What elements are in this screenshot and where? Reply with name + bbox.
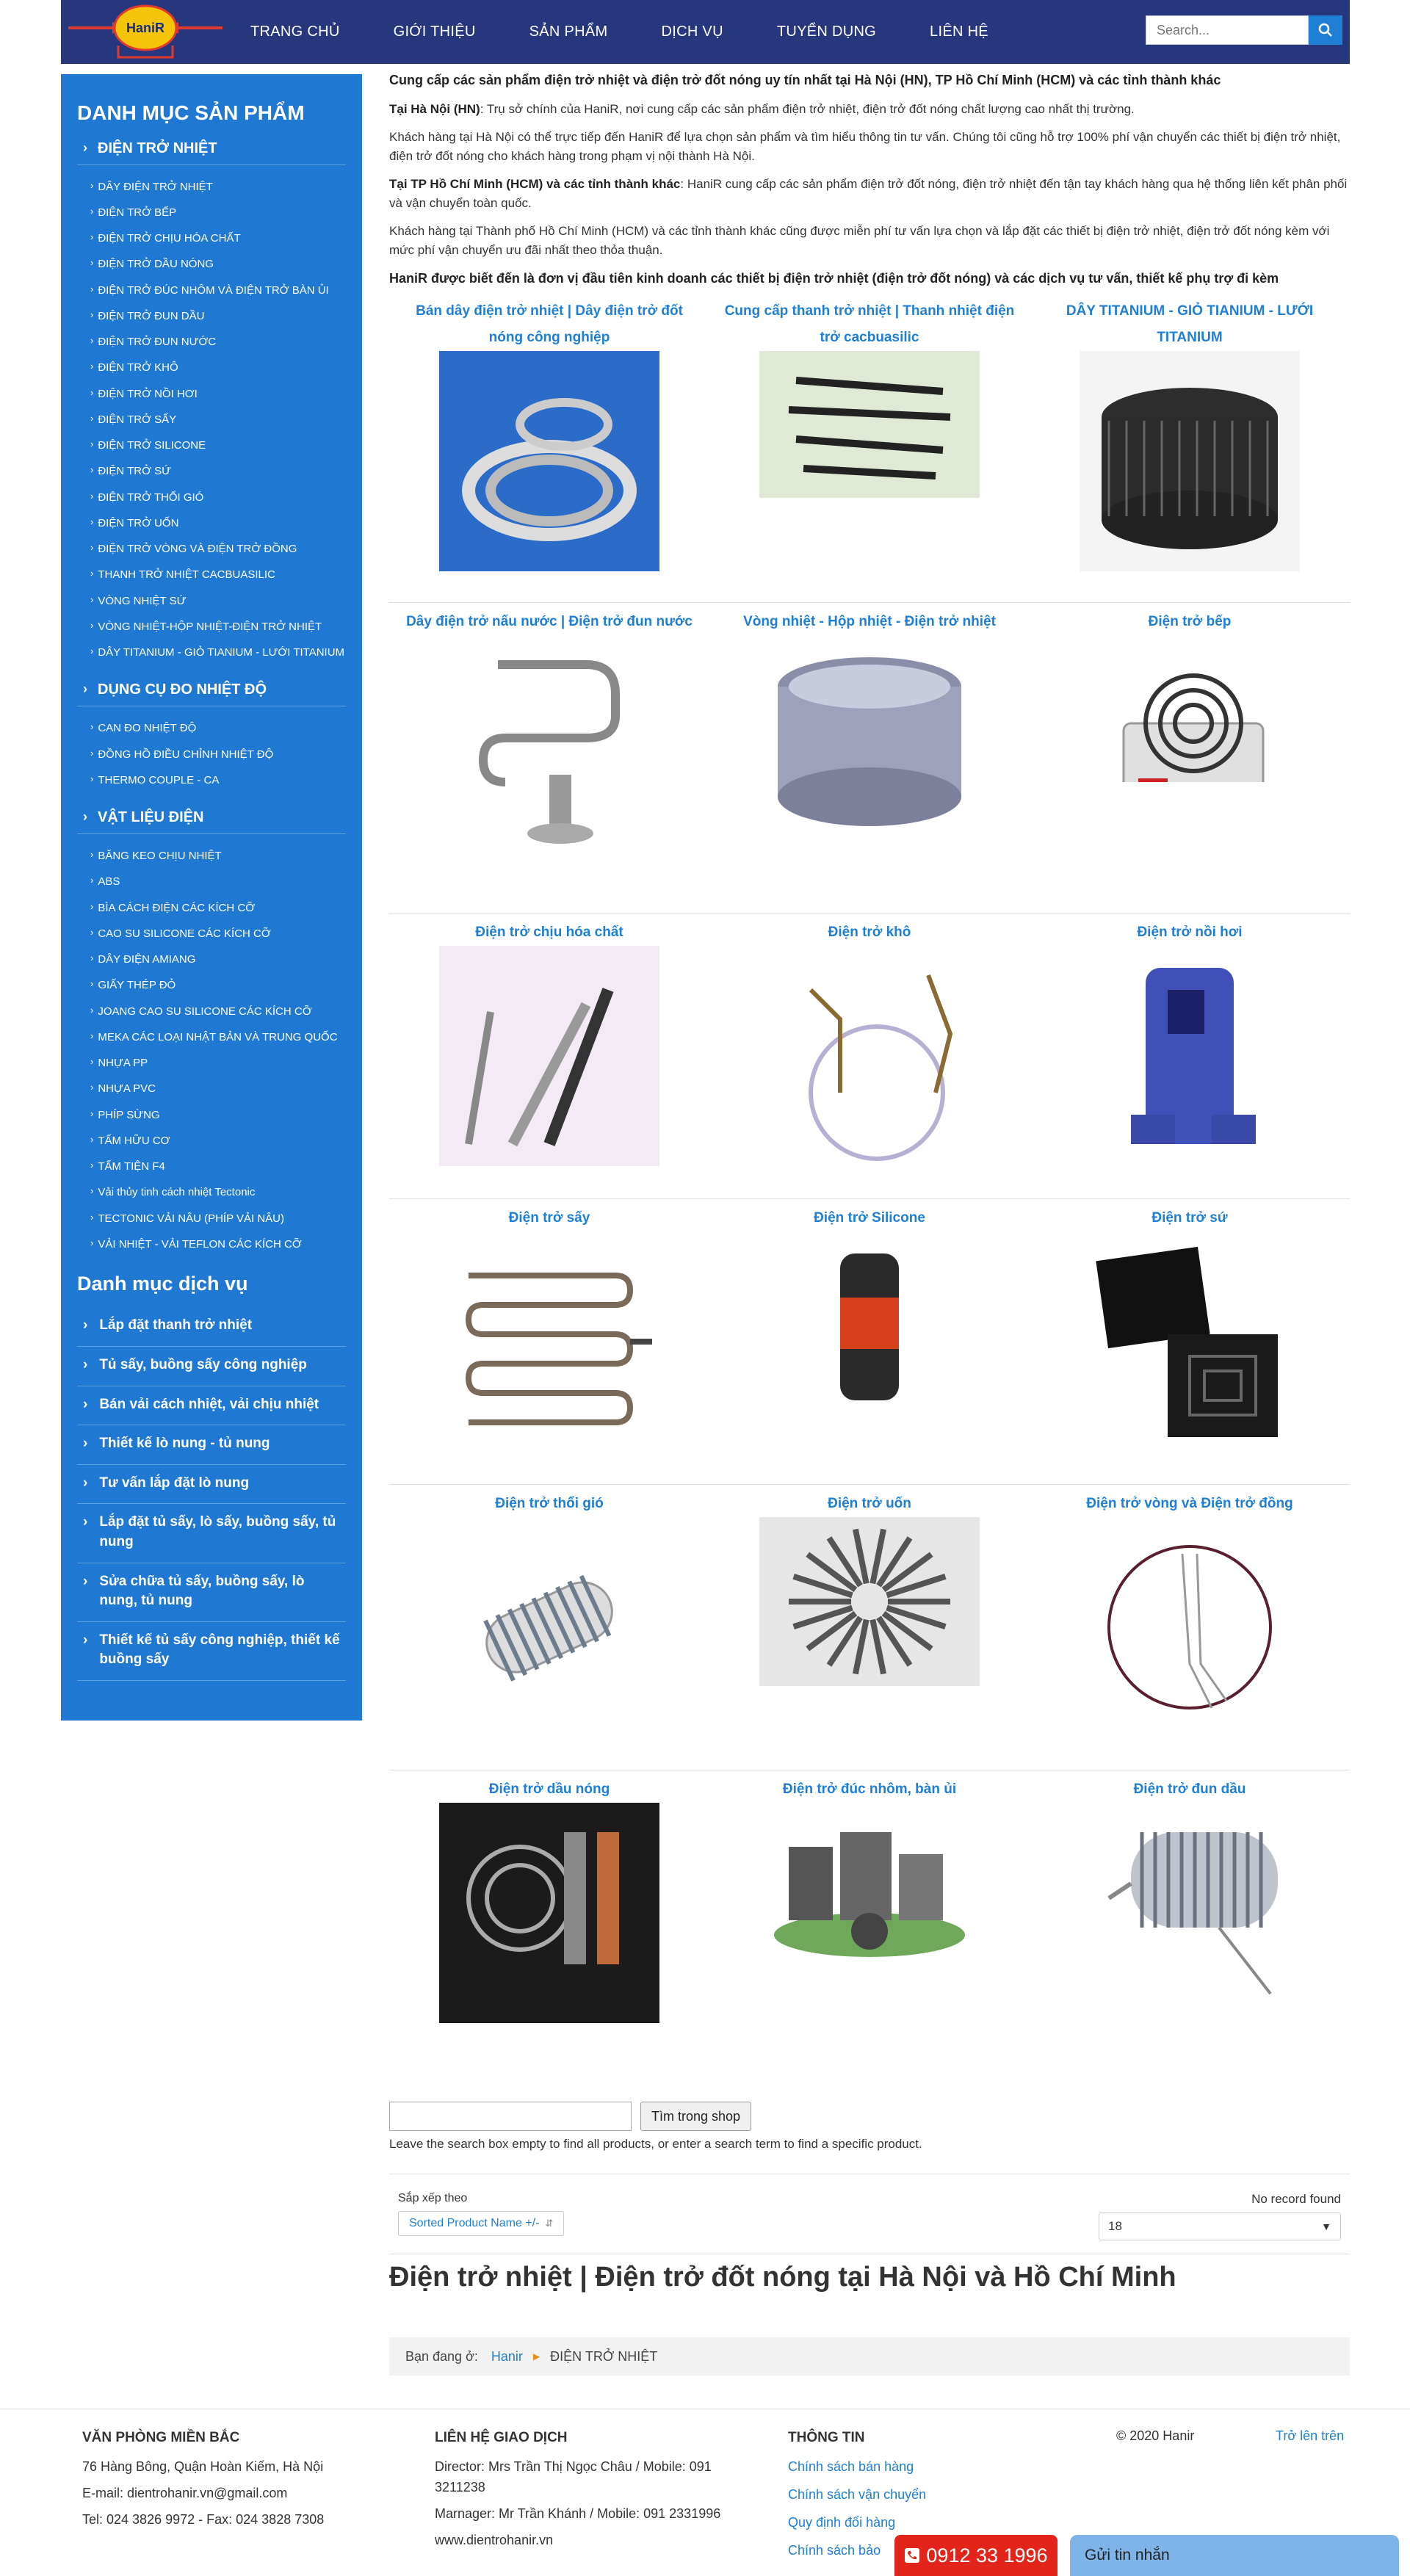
sidebar-item-can-do-nhiet-do[interactable]: › CAN ĐO NHIỆT ĐỘ [77, 715, 346, 741]
product-name-link[interactable]: Điện trở sứ [1152, 1210, 1228, 1226]
chevron-right-icon: › [90, 1082, 94, 1093]
sidebar-service-tu-say-buong-say-cong-nghiep[interactable]: › Tủ sấy, buồng sấy công nghiệp [77, 1347, 346, 1386]
chevron-right-icon: › [90, 464, 94, 476]
product-image[interactable] [1080, 1231, 1300, 1452]
product-image[interactable] [439, 946, 659, 1166]
chevron-right-icon: › [90, 747, 94, 759]
product-name-link[interactable]: Vòng nhiệt - Hộp nhiệt - Điện trở nhiệt [743, 614, 996, 629]
product-row [389, 913, 1350, 1199]
sidebar-item-nhua-pp[interactable]: › NHỰA PP [77, 1050, 346, 1076]
footer-link-sales-policy[interactable]: Chính sách bán hàng [788, 2459, 914, 2475]
sidebar-item-thanh-tro-nhiet-cacbuasilic[interactable]: › THANH TRỞ NHIỆT CACBUASILIC [77, 562, 346, 587]
header-search [1146, 15, 1342, 45]
sidebar-service-thiet-ke-tu-say-cong-nghiep-thiet-ke-buong-say[interactable]: › Thiết kế tủ sấy công nghiệp, thiết kế buồng sấy [77, 1622, 346, 1681]
product-image[interactable] [439, 635, 659, 855]
sidebar-item-dien-tro-bep[interactable]: › ĐIỆN TRỞ BẾP [77, 200, 346, 225]
product-card [1030, 609, 1350, 913]
chevron-right-icon: › [90, 721, 94, 733]
product-image[interactable] [439, 351, 659, 571]
product-name-link[interactable]: Bán dây điện trở nhiệt | Dây điện trở đốt nóng công nghiệp [416, 303, 683, 345]
sidebar-item-dien-tro-kho[interactable]: › ĐIỆN TRỞ KHÔ [77, 355, 346, 380]
intro-hcm: Tại TP Hồ Chí Minh (HCM) và các tỉnh thành khác: HaniR cung cấp các sản phẩm điện trở đốt nóng, điện trở nhiệt đến tận tay khách hàng qua hệ thống liên kết phân phối và vận chuyển toàn quốc. [389, 177, 1348, 210]
sidebar-item-nhua-pvc[interactable]: › NHỰA PVC [77, 1076, 346, 1101]
footer-link-warranty-policy[interactable]: Chính sách bảo [788, 2543, 881, 2558]
product-card [1030, 1491, 1350, 1770]
chevron-right-icon: › [90, 308, 94, 320]
sort-select[interactable]: Sorted Product Name +/- ⇵ [398, 2211, 564, 2236]
chevron-right-icon: › [90, 283, 94, 294]
product-row [389, 1770, 1350, 2056]
product-image[interactable] [759, 351, 980, 498]
chevron-right-icon: › [90, 1237, 94, 1248]
nav-services[interactable]: DỊCH VỤ [661, 23, 723, 40]
copyright: © 2020 Hanir [1116, 2428, 1195, 2443]
chevron-right-icon: › [90, 1159, 94, 1171]
shop-search-hint: Leave the search box empty to find all products, or enter a search term to find a specific product. [389, 2137, 922, 2151]
chevron-right-icon: › [90, 849, 94, 861]
product-card [709, 1491, 1030, 1770]
sidebar-item-tam-tien-f4[interactable]: › TẤM TIỆN F4 [77, 1154, 346, 1179]
product-name-link[interactable]: Điện trở đúc nhôm, bàn ủi [782, 1781, 957, 1797]
sidebar-item-vong-nhiet-su[interactable]: › VÒNG NHIỆT SỨ [77, 588, 346, 614]
product-name-link[interactable]: Cung cấp thanh trở nhiệt | Thanh nhiệt điện trở cacbuasilic [724, 303, 1015, 345]
chevron-right-icon: › [83, 681, 87, 697]
search-input[interactable] [1146, 15, 1309, 45]
chevron-right-icon: › [90, 438, 94, 450]
sidebar-item-dien-tro-vong-va-dien-tro-dong[interactable]: › ĐIỆN TRỞ VÒNG VÀ ĐIỆN TRỞ ĐỒNG [77, 536, 346, 562]
chevron-right-icon: › [90, 645, 94, 657]
shop-search-button[interactable]: Tìm trong shop [640, 2102, 751, 2131]
footer-link-shipping-policy[interactable]: Chính sách vận chuyển [788, 2487, 927, 2503]
sidebar-item-dien-tro-uon[interactable]: › ĐIỆN TRỞ UỐN [77, 510, 346, 536]
main-content [389, 70, 1350, 2056]
product-name-link[interactable]: Dây điện trở nấu nước | Điện trở đun nước [406, 614, 693, 629]
sidebar-item-dien-tro-say[interactable]: › ĐIỆN TRỞ SẤY [77, 407, 346, 433]
phone-icon [904, 2547, 920, 2564]
intro-hanoi: Tại Hà Nội (HN): Trụ sở chính của HaniR, nơi cung cấp các sản phẩm điện trở nhiệt, điện trở đốt nóng chất lượng cao nhất thị trường. [389, 102, 1135, 116]
nav-home[interactable]: TRANG CHỦ [250, 23, 340, 40]
sidebar-item-tam-huu-co[interactable]: › TẤM HỮU CƠ [77, 1128, 346, 1154]
product-card [389, 609, 709, 913]
product-card [709, 919, 1030, 1198]
sidebar-item-vai-thuy-tinh-cach-nhiet-tectonic[interactable]: › Vải thủy tinh cách nhiệt Tectonic [77, 1179, 346, 1205]
services-title: Danh mục dịch vụ [77, 1273, 248, 1295]
chevron-right-icon: › [83, 1317, 88, 1334]
sidebar-item-abs[interactable]: › ABS [77, 869, 346, 894]
sidebar-service-thiet-ke-lo-nung-tu-nung[interactable]: › Thiết kế lò nung - tủ nung [77, 1425, 346, 1465]
intro-heading: Cung cấp các sản phẩm điện trở nhiệt và điện trở đốt nóng uy tín nhất tại Hà Nội (HN), TP Hồ Chí Minh (HCM) và các tỉnh thành khác [389, 73, 1221, 87]
product-card [709, 1776, 1030, 2056]
site-header [61, 0, 1350, 64]
chevron-right-icon: › [83, 809, 87, 825]
sidebar-service-lap-dat-thanh-tro-nhiet[interactable]: › Lắp đặt thanh trở nhiệt [77, 1307, 346, 1347]
product-name-link[interactable]: Điện trở Silicone [814, 1210, 925, 1226]
product-name-link[interactable]: DÂY TITANIUM - GIỎ TIANIUM - LƯỚI TITANIUM [1066, 303, 1314, 345]
chevron-right-icon: › [83, 1436, 88, 1452]
sidebar-item-vai-nhiet-vai-teflon-cac-kich-co[interactable]: › VẢI NHIỆT - VẢI TEFLON CÁC KÍCH CỠ [77, 1231, 346, 1257]
footer-office: VĂN PHÒNG MIỀN BẮC 76 Hàng Bông, Quận Hoàn Kiếm, Hà Nội E-mail: dientrohanir.vn@gmail.com Tel: 024 3826 9972 - Fax: 024 3828 7308 [82, 2430, 325, 2528]
intro-summary: HaniR được biết đến là đơn vị đầu tiên kinh doanh các thiết bị điện trở nhiệt (điện trở đốt nóng) và các dịch vụ tư vấn, thiết kế phụ trợ đi kèm [389, 271, 1279, 286]
sidebar-item-dien-tro-dun-nuoc[interactable]: › ĐIỆN TRỞ ĐUN NƯỚC [77, 329, 346, 355]
chevron-right-icon: › [90, 257, 94, 269]
chevron-right-icon: › [90, 568, 94, 579]
product-image[interactable] [439, 1231, 659, 1452]
no-record-text: No record found [1251, 2192, 1341, 2206]
sidebar-item-phip-sung[interactable]: › PHÍP SỪNG [77, 1102, 346, 1128]
product-image[interactable] [1080, 1803, 1300, 2023]
sidebar-category-dung-cu-do-nhiet-do[interactable]: › DỤNG CỤ ĐO NHIỆT ĐỘ [77, 677, 346, 706]
nav-contact[interactable]: LIÊN HỆ [930, 23, 988, 40]
chevron-right-icon: › [90, 542, 94, 554]
sidebar-item-tectonic-vai-nau-phip-vai-nau[interactable]: › TECTONIC VẢI NÂU (PHÍP VẢI NÂU) [77, 1206, 346, 1231]
chevron-right-icon: › [90, 593, 94, 605]
product-card [1030, 919, 1350, 1198]
shop-search-input[interactable] [389, 2102, 632, 2131]
product-image[interactable] [759, 1803, 980, 1972]
sidebar-item-bia-cach-dien-cac-kich-co[interactable]: › BÌA CÁCH ĐIỆN CÁC KÍCH CỠ [77, 895, 346, 921]
sidebar-category-vat-lieu-dien[interactable]: › VẬT LIỆU ĐIỆN [77, 805, 346, 834]
chevron-right-icon: › [90, 231, 94, 243]
product-name-link[interactable]: Điện trở chịu hóa chất [475, 925, 623, 940]
footer-link-exchange-policy[interactable]: Quy định đổi hàng [788, 2515, 896, 2530]
chevron-right-icon: › [90, 952, 94, 964]
sidebar-item-cao-su-silicone-cac-kich-co[interactable]: › CAO SU SILICONE CÁC KÍCH CỠ [77, 921, 346, 947]
sidebar-item-dien-tro-thoi-gio[interactable]: › ĐIỆN TRỞ THỔI GIÓ [77, 485, 346, 510]
chevron-right-icon: › [90, 1107, 94, 1119]
intro-hcm-detail: Khách hàng tại Thành phố Hồ Chí Minh (HCM) và các tỉnh thành khác cũng được miễn phí tư vấn lựa chọn và lắp đặt các thiết bị điện trở nhiệt, điện trở đốt nóng kèm với mức phí vận chuyển ưu đãi nhất theo thỏa thuận. [389, 224, 1330, 257]
chevron-right-icon: › [90, 978, 94, 990]
product-name-link[interactable]: Điện trở vòng và Điện trở đồng [1086, 1496, 1293, 1511]
chevron-down-icon: ▼ [1321, 2221, 1331, 2232]
chevron-right-icon: › [90, 900, 94, 912]
product-row [389, 1485, 1350, 1770]
sidebar-service-sua-chua-tu-say-buong-say-lo-nung-tu-nung[interactable]: › Sửa chữa tủ sấy, buồng sấy, lò nung, tủ nung [77, 1563, 346, 1622]
chat-widget[interactable]: Gửi tin nhắn [1070, 2535, 1399, 2576]
product-image[interactable] [439, 1517, 659, 1737]
sidebar-title: DANH MỤC SẢN PHẨM [77, 101, 305, 124]
footer-contact: LIÊN HỆ GIAO DỊCH Director: Mrs Trần Thị Ngọc Châu / Mobile: 091 3211238 Marnager: Mr Trần Khánh / Mobile: 091 2331996 www.dientrohanir.vn [435, 2430, 721, 2548]
sidebar-item-joang-cao-su-silicone-cac-kich-co[interactable]: › JOANG CAO SU SILICONE CÁC KÍCH CỠ [77, 999, 346, 1024]
product-grid [389, 292, 1350, 2056]
chevron-right-icon: › [90, 205, 94, 217]
chevron-right-icon: › [90, 335, 94, 347]
back-to-top-link[interactable]: Trở lên trên [1276, 2428, 1345, 2443]
intro-hanoi-detail: Khách hàng tại Hà Nội có thể trực tiếp đến HaniR để lựa chọn sản phẩm và tìm hiểu thông tin tư vấn. Chúng tôi cũng hỗ trợ 100% phí vận chuyển các thiết bị điện trở nhiệt, điện trở đốt nóng cho khách hàng trong phạm vị nội thành Hà Nội. [389, 130, 1341, 163]
product-card [389, 1776, 709, 2056]
sidebar-item-dien-tro-duc-nhom-va-dien-tro-ban-ui[interactable]: › ĐIỆN TRỞ ĐÚC NHÔM VÀ ĐIỆN TRỞ BÀN ỦI [77, 278, 346, 303]
sidebar-item-vong-nhiet-hop-nhiet-dien-tro-nhiet[interactable]: › VÒNG NHIỆT-HỘP NHIỆT-ĐIỆN TRỞ NHIỆT [77, 614, 346, 640]
product-card [1030, 298, 1350, 602]
breadcrumb: Bạn đang ở: Hanir ▶ ĐIỆN TRỞ NHIỆT [389, 2337, 1350, 2376]
sidebar-service-lap-dat-tu-say-lo-say-buong-say-tu-nung[interactable]: › Lắp đặt tủ sấy, lò sấy, buồng sấy, tủ nung [77, 1504, 346, 1563]
shop-search [389, 2102, 922, 2152]
product-image[interactable] [1080, 1517, 1300, 1737]
product-image[interactable] [1080, 351, 1300, 571]
hanir-logo[interactable] [61, 0, 230, 64]
sort-label: Sắp xếp theo [398, 2192, 468, 2204]
chevron-right-icon: › [83, 1475, 88, 1491]
product-card [709, 1205, 1030, 1484]
chevron-right-icon: › [90, 773, 94, 784]
chevron-right-icon: › [83, 1514, 88, 1530]
chevron-right-icon: › [83, 1573, 88, 1589]
chevron-right-icon: › [90, 1133, 94, 1145]
sidebar-item-day-dien-tro-nhiet[interactable]: › DÂY ĐIỆN TRỞ NHIỆT [77, 174, 346, 200]
hotline-button[interactable]: 0912 33 1996 [894, 2535, 1058, 2576]
product-row [389, 603, 1350, 913]
chevron-right-icon: › [90, 490, 94, 502]
sidebar-item-dien-tro-noi-hoi[interactable]: › ĐIỆN TRỞ NỒI HƠI [77, 381, 346, 407]
product-image[interactable] [759, 946, 980, 1166]
chevron-right-icon: › [90, 926, 94, 938]
sidebar-item-dien-tro-su[interactable]: › ĐIỆN TRỞ SỨ [77, 458, 346, 484]
sidebar-item-bang-keo-chiu-nhiet[interactable]: › BĂNG KEO CHỊU NHIỆT [77, 843, 346, 869]
chevron-right-icon: › [90, 179, 94, 191]
product-card [389, 298, 709, 602]
product-card [709, 298, 1030, 602]
sidebar [61, 74, 362, 1721]
chevron-right-icon: › [90, 361, 94, 372]
sidebar-category-dien-tro-nhiet[interactable]: › ĐIỆN TRỞ NHIỆT [77, 136, 346, 165]
product-image[interactable] [759, 635, 980, 855]
search-button[interactable] [1309, 15, 1342, 45]
product-name-link[interactable]: Điện trở uốn [828, 1496, 911, 1511]
chevron-right-icon: › [83, 1632, 88, 1648]
product-image[interactable] [1080, 946, 1300, 1166]
sidebar-service-ban-vai-cach-nhiet-vai-chiu-nhiet[interactable]: › Bán vải cách nhiệt, vải chịu nhiệt [77, 1386, 346, 1426]
page-title: Điện trở nhiệt | Điện trở đốt nóng tại Hà Nội và Hồ Chí Minh [389, 2262, 1176, 2293]
product-card [389, 1205, 709, 1484]
chevron-right-icon: › [90, 1004, 94, 1016]
chevron-right-icon: › [90, 875, 94, 886]
sidebar-item-day-dien-amiang[interactable]: › DÂY ĐIỆN AMIANG [77, 947, 346, 972]
breadcrumb-separator-icon: ▶ [532, 2351, 540, 2362]
sidebar-category-group [77, 677, 346, 793]
product-name-link[interactable]: Điện trở bếp [1148, 614, 1232, 629]
sidebar-item-dien-tro-dau-nong[interactable]: › ĐIỆN TRỞ DẦU NÓNG [77, 251, 346, 277]
search-icon [1318, 23, 1333, 37]
chevron-right-icon: › [83, 1357, 88, 1373]
sort-bar [389, 2174, 1350, 2254]
sidebar-item-dien-tro-chiu-hoa-chat[interactable]: › ĐIỆN TRỞ CHỊU HÓA CHẤT [77, 225, 346, 251]
product-card [389, 1491, 709, 1770]
product-image[interactable] [759, 1231, 980, 1400]
main-nav [230, 0, 1022, 64]
product-image[interactable] [439, 1803, 659, 2023]
limit-select[interactable]: 18 ▼ [1099, 2213, 1341, 2240]
footer-info: THÔNG TIN Chính sách bán hàng Chính sách vận chuyển Quy định đổi hàng Chính sách bảo [788, 2427, 926, 2569]
product-name-link[interactable]: Điện trở sấy [508, 1210, 590, 1226]
sidebar-item-giay-thep-do[interactable]: › GIẤY THÉP ĐỎ [77, 972, 346, 998]
chevron-right-icon: › [90, 1030, 94, 1041]
nav-careers[interactable]: TUYỂN DỤNG [776, 23, 877, 40]
nav-products[interactable]: SẢN PHẨM [529, 23, 608, 40]
sidebar-item-dien-tro-dun-dau[interactable]: › ĐIỆN TRỞ ĐUN DẦU [77, 303, 346, 329]
sidebar-category-group [77, 136, 346, 666]
chevron-right-icon: › [90, 1056, 94, 1068]
nav-about[interactable]: GIỚI THIỆU [393, 23, 476, 40]
product-image[interactable] [1080, 635, 1300, 782]
sidebar-item-thermo-couple-ca[interactable]: › THERMO COUPLE - CA [77, 767, 346, 793]
chevron-right-icon: › [90, 1185, 94, 1197]
product-row [389, 1199, 1350, 1485]
intro [389, 70, 1350, 288]
chevron-right-icon: › [90, 412, 94, 424]
sidebar-service-tu-van-lap-dat-lo-nung[interactable]: › Tư vấn lắp đặt lò nung [77, 1465, 346, 1505]
chevron-right-icon: › [90, 619, 94, 631]
svg-text:HaniR: HaniR [126, 21, 165, 35]
product-row [389, 292, 1350, 603]
product-card [389, 919, 709, 1198]
product-name-link[interactable]: Điện trở nồi hơi [1137, 925, 1243, 940]
product-card [709, 609, 1030, 913]
product-name-link[interactable]: Điện trở đun dầu [1133, 1781, 1246, 1797]
product-name-link[interactable]: Điện trở dầu nóng [488, 1781, 610, 1797]
chevron-right-icon: › [83, 140, 87, 155]
sidebar-item-dien-tro-silicone[interactable]: › ĐIỆN TRỞ SILICONE [77, 433, 346, 458]
sidebar-item-meka-cac-loai-nhat-ban-va-trung-quoc[interactable]: › MEKA CÁC LOẠI NHẬT BẢN VÀ TRUNG QUỐC [77, 1024, 346, 1050]
sidebar-item-day-titanium-gio-tianium-luoi-titanium[interactable]: › DÂY TITANIUM - GIỎ TIANIUM - LƯỚI TITANIUM [77, 640, 346, 665]
product-image[interactable] [759, 1517, 980, 1686]
product-card [1030, 1776, 1350, 2056]
product-card [1030, 1205, 1350, 1484]
sort-arrows-icon: ⇵ [545, 2218, 554, 2229]
product-name-link[interactable]: Điện trở thổi gió [495, 1496, 604, 1511]
chevron-right-icon: › [90, 515, 94, 527]
sidebar-item-dong-ho-dieu-chinh-nhiet-do[interactable]: › ĐỒNG HỒ ĐIỀU CHỈNH NHIỆT ĐỘ [77, 742, 346, 767]
product-name-link[interactable]: Điện trở khô [828, 925, 911, 940]
chevron-right-icon: › [90, 1211, 94, 1223]
chevron-right-icon: › [90, 386, 94, 398]
sidebar-category-group [77, 805, 346, 1257]
chevron-right-icon: › [83, 1396, 88, 1412]
breadcrumb-home[interactable]: Hanir [491, 2348, 523, 2364]
breadcrumb-current: ĐIỆN TRỞ NHIỆT [550, 2348, 658, 2364]
